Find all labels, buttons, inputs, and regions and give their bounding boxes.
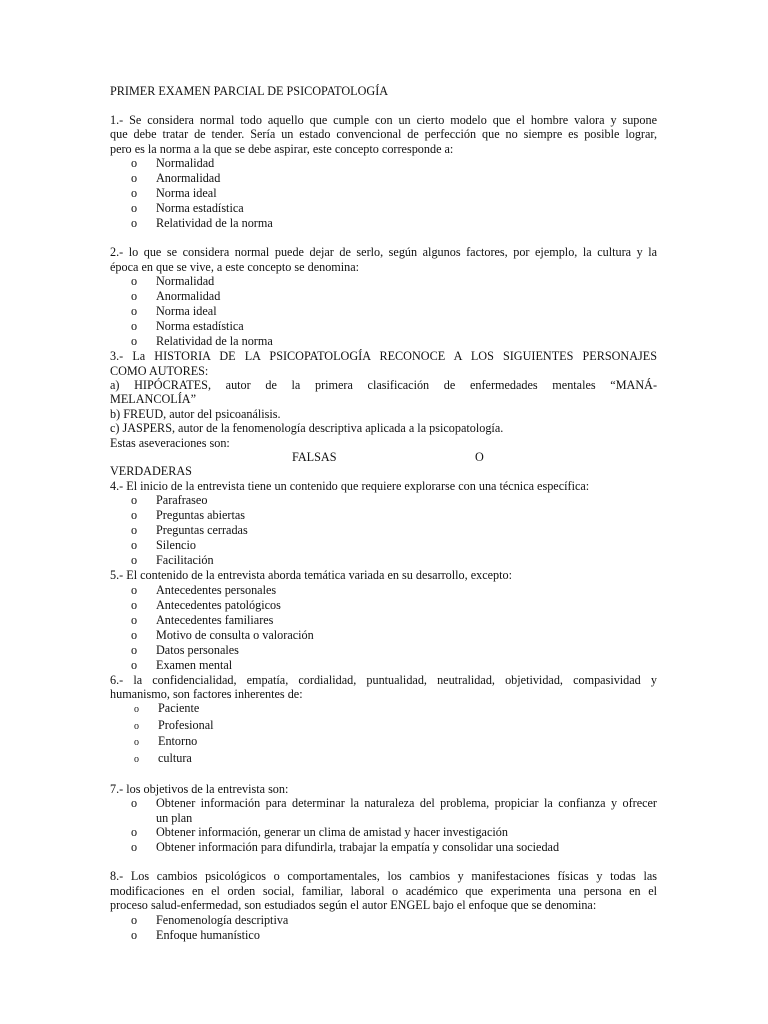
question-8-option [110,928,657,943]
option-label: Datos personales [156,642,239,657]
option-label: Entorno [158,734,198,749]
question-1-option [110,216,657,231]
question-1-line-3: pero es la norma a la que se debe aspirar, este concepto corresponde a: [110,141,454,156]
question-5-option [110,643,657,658]
bullet-icon: o [131,493,138,508]
spacer [110,98,657,112]
bullet-icon: o [131,508,138,523]
question-7-option [110,840,657,855]
bullet-icon: o [131,538,138,553]
option-label-line-1: Obtener información para determinar la naturaleza del problema, propiciar la confianza y ofrecer [156,796,657,811]
exam-title: PRIMER EXAMEN PARCIAL DE PSICOPATOLOGÍA [110,84,389,98]
bullet-icon: o [131,597,138,612]
bullet-icon: o [131,927,138,942]
question-5-option [110,628,657,643]
question-6-line-2: humanismo, son factores inherentes de: [110,687,303,702]
question-5-option [110,613,657,628]
bullet-icon: o [131,582,138,597]
question-3-line-3: a) HIPÓCRATES, autor de la primera clasificación de enfermedades mentales “MANÁ- [110,378,657,393]
exam-document [110,84,657,943]
question-7-line-1: 7.- los objetivos de la entrevista son: [110,781,289,796]
question-6-line-1: 6.- la confidencialidad, empatía, cordialidad, puntualidad, neutralidad, objetividad, compasividad y [110,672,657,687]
question-3 [110,349,657,479]
bullet-icon: o [134,737,139,749]
option-label: Fenomenología descriptiva [156,912,289,927]
bullet-icon: o [131,840,138,855]
question-2-option [110,304,657,319]
question-2-option [110,319,657,334]
spacer [110,767,657,781]
bullet-icon: o [131,657,138,672]
option-label: Preguntas abiertas [156,508,246,523]
question-4-line-1: 4.- El inicio de la entrevista tiene un contenido que requiere explorarse con una técnica específica: [110,478,590,493]
question-6-option [110,751,657,768]
question-1 [110,113,657,231]
bullet-icon: o [131,523,138,538]
question-6-option [110,734,657,751]
option-label: Antecedentes familiares [156,612,274,627]
option-label [156,796,657,825]
option-label: Relatividad de la norma [156,216,273,231]
question-3-line-4: MELANCOLÍA” [110,392,196,407]
question-4-option [110,508,657,523]
question-8-line-3: proceso salud-enfermedad, son estudiados según el autor ENGEL bajo el enfoque que se denomina: [110,898,597,913]
bullet-icon: o [131,289,138,304]
option-label: Parafraseo [156,493,208,508]
bullet-icon: o [131,274,138,289]
question-8-option [110,913,657,928]
option-label: Antecedentes patológicos [156,597,281,612]
option-label: Motivo de consulta o valoración [156,627,314,642]
question-4 [110,479,657,568]
bullet-icon: o [131,553,138,568]
bullet-icon: o [131,642,138,657]
bullet-icon: o [131,216,138,231]
question-6 [110,673,657,768]
question-5-option [110,583,657,598]
option-label: Norma ideal [156,304,217,319]
option-label: Enfoque humanístico [156,927,260,942]
bullet-icon: o [131,825,138,840]
spacer [110,231,657,245]
bullet-icon: o [131,912,138,927]
question-3-line-6: c) JASPERS, autor de la fenomenología descriptiva aplicada a la psicopatología. [110,421,504,436]
bullet-icon: o [131,171,138,186]
question-6-option [110,701,657,718]
option-label: Profesional [158,717,214,732]
question-2 [110,245,657,349]
option-label: Silencio [156,538,196,553]
bullet-icon: o [131,627,138,642]
option-label: Preguntas cerradas [156,523,248,538]
question-1-option [110,171,657,186]
bullet-icon: o [131,201,138,216]
answer-o: O [475,450,484,465]
option-label: Facilitación [156,553,214,568]
question-3-line-7: Estas aseveraciones son: [110,435,230,450]
question-3-line-2: COMO AUTORES: [110,363,209,378]
option-label: Examen mental [156,657,233,672]
bullet-icon: o [134,720,139,732]
option-label: Norma estadística [156,201,244,216]
option-label: Obtener información para difundirla, trabajar la empatía y consolidar una sociedad [156,840,560,855]
question-8-line-1: 8.- Los cambios psicológicos o comportamentales, los cambios y manifestaciones físicas y todas las [110,869,657,884]
bullet-icon: o [131,612,138,627]
option-label: Antecedentes personales [156,582,277,597]
question-1-option [110,201,657,216]
question-3-line-1: 3.- La HISTORIA DE LA PSICOPATOLOGÍA RECONOCE A LOS SIGUIENTES PERSONAJES [110,349,657,364]
question-7 [110,782,657,855]
question-4-option [110,493,657,508]
option-label: cultura [158,750,192,765]
bullet-icon: o [131,186,138,201]
option-label: Paciente [158,701,200,716]
question-8 [110,869,657,942]
option-label: Norma ideal [156,186,217,201]
option-label: Anormalidad [156,171,221,186]
option-label: Obtener información, generar un clima de amistad y hacer investigación [156,825,508,840]
question-2-line-1: 2.- lo que se considera normal puede dejar de serlo, según algunos factores, por ejemplo, la cultura y la [110,245,657,260]
bullet-icon: o [131,796,138,811]
question-1-option [110,186,657,201]
answer-choices-row [110,450,657,464]
question-2-option [110,274,657,289]
bullet-icon: o [131,319,138,334]
option-label-line-2: un plan [156,810,193,825]
question-4-option [110,523,657,538]
question-6-option [110,718,657,735]
spacer [110,855,657,869]
bullet-icon: o [131,156,138,171]
question-8-line-2: modificaciones en el orden social, familiar, laboral o académico que experimenta una persona en el [110,883,657,898]
answer-verdaderas: VERDADERAS [110,464,192,479]
question-2-option [110,334,657,349]
option-label: Norma estadística [156,319,244,334]
question-2-option [110,289,657,304]
question-1-option [110,156,657,171]
question-3-line-5: b) FREUD, autor del psicoanálisis. [110,406,281,421]
bullet-icon: o [131,334,138,349]
bullet-icon: o [134,704,139,716]
bullet-icon: o [134,753,139,765]
question-2-line-2: época en que se vive, a este concepto se denomina: [110,259,360,274]
option-label: Anormalidad [156,289,221,304]
question-7-option [110,796,657,825]
answer-falsas: FALSAS [292,450,337,465]
option-label: Relatividad de la norma [156,334,273,349]
question-5 [110,568,657,672]
question-5-option [110,598,657,613]
question-4-option [110,553,657,568]
option-label: Normalidad [156,156,215,171]
question-5-line-1: 5.- El contenido de la entrevista aborda temática variada en su desarrollo, excepto: [110,568,513,583]
option-label: Normalidad [156,274,215,289]
question-1-line-2: que debe tratar de tender. Sería un estado convencional de perfección que no siempre es posible lograr, [110,127,657,142]
question-1-line-1: 1.- Se considera normal todo aquello que cumple con un cierto modelo que el hombre valora y supone [110,112,657,127]
bullet-icon: o [131,304,138,319]
question-4-option [110,538,657,553]
question-5-option [110,658,657,673]
question-7-option [110,825,657,840]
